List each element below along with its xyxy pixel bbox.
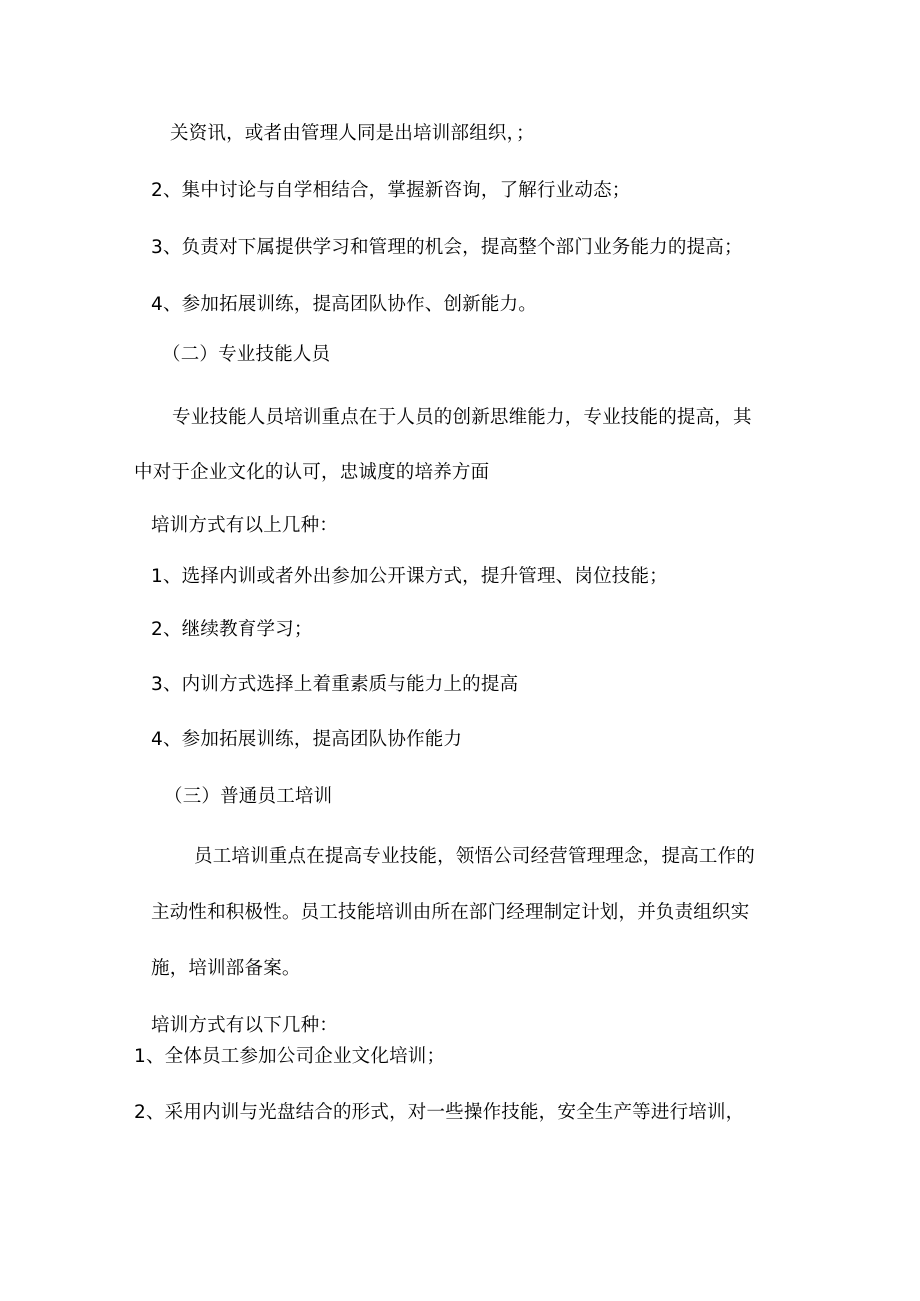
list-item: 1、选择内训或者外出参加公开课方式，提升管理、岗位技能； xyxy=(151,566,668,587)
list-item: 3、负责对下属提供学习和管理的机会，提高整个部门业务能力的提高； xyxy=(151,237,743,258)
section-heading: （三）普通员工培训 xyxy=(164,786,333,807)
list-item: 2、继续教育学习； xyxy=(151,619,313,640)
paragraph-continuation: 关资讯，或者由管理人同是出培训部组织，； xyxy=(170,123,535,144)
paragraph-line: 员工培训重点在提高专业技能，领悟公司经营管理理念，提高工作的 xyxy=(194,846,756,867)
list-intro: 培训方式有以上几种： xyxy=(151,515,339,536)
list-item: 4、参加拓展训练，提高团队协作能力 xyxy=(151,729,463,750)
paragraph-line: 中对于企业文化的认可，忠诚度的培养方面 xyxy=(134,462,490,483)
list-intro: 培训方式有以下几种： xyxy=(151,1015,339,1036)
list-item: 4、参加拓展训练，提高团队协作、创新能力。 xyxy=(151,294,537,315)
list-item: 1、全体员工参加公司企业文化培训； xyxy=(134,1046,446,1067)
list-item: 2、采用内训与光盘结合的形式，对一些操作技能，安全生产等进行培训， xyxy=(134,1102,745,1123)
paragraph-line: 施，培训部备案。 xyxy=(151,958,301,979)
paragraph-line: 主动性和积极性。员工技能培训由所在部门经理制定计划，并负责组织实 xyxy=(151,902,750,923)
list-item: 2、集中讨论与自学相结合，掌握新咨询，了解行业动态； xyxy=(151,180,631,201)
paragraph-line: 专业技能人员培训重点在于人员的创新思维能力，专业技能的提高，其 xyxy=(172,407,752,428)
section-heading: （二）专业技能人员 xyxy=(162,344,331,365)
list-item: 3、内训方式选择上着重素质与能力上的提高 xyxy=(151,674,519,695)
